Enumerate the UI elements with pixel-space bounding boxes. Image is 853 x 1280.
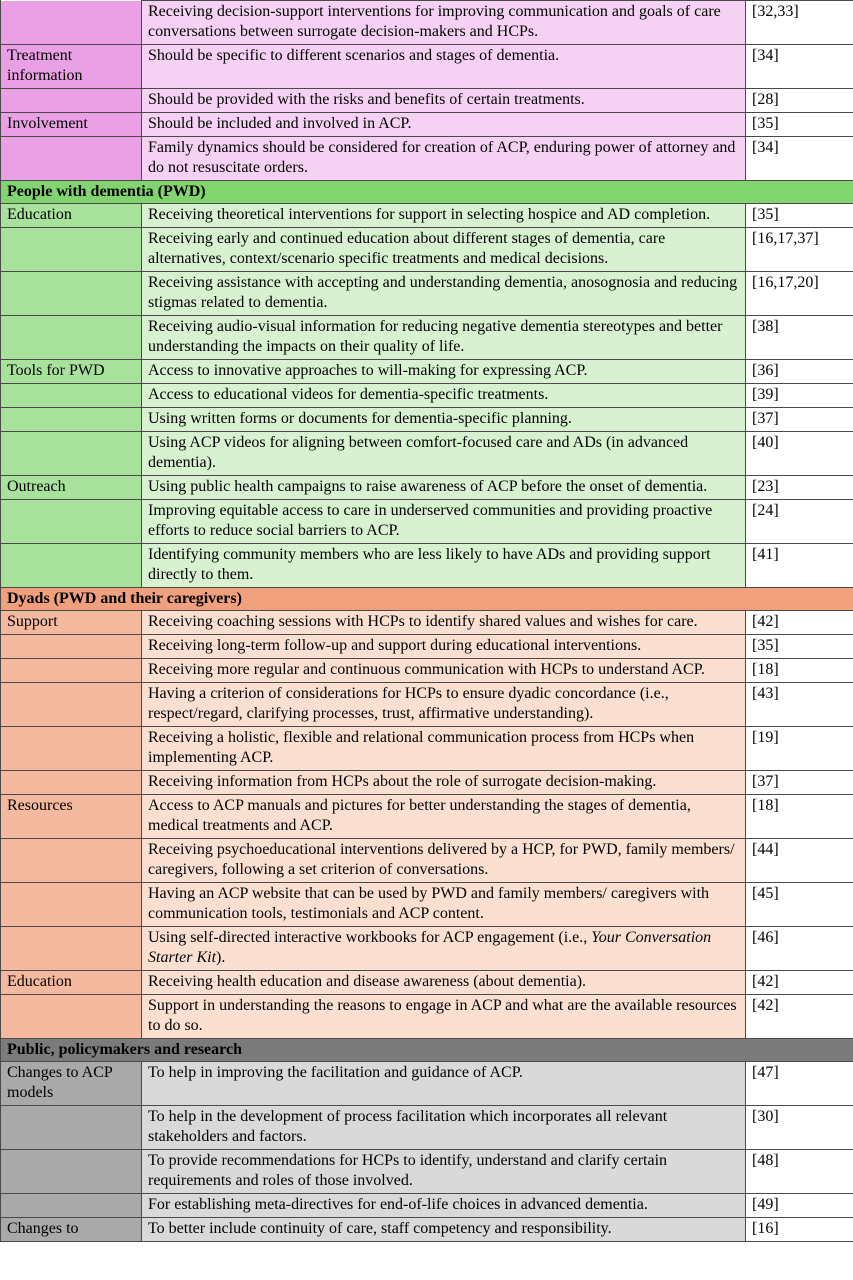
description-text: Receiving early and continued education about different stages of dementia, care alternatives, context/scenario specific treatments and medical decisions. [148,230,666,267]
reference-cell: [19] [746,727,853,771]
description-text: Receiving health education and disease awareness (about dementia). [148,973,587,990]
description-text: To provide recommendations for HCPs to identify, understand and clarify certain requirements and roles of those involved. [148,1152,668,1189]
category-cell [1,771,142,795]
category-cell [1,89,142,113]
description-text: To help in the development of process facilitation which incorporates all relevant stakeholders and factors. [148,1108,668,1145]
reference-cell: [38] [746,316,853,360]
description-text: Using public health campaigns to raise awareness of ACP before the onset of dementia. [148,478,708,495]
table-row [1,971,853,995]
section-header-row [1,1039,853,1062]
description-cell [142,89,746,113]
table-row [1,432,853,476]
description-italic-title: Your Conversation Starter Kit [148,929,712,966]
description-cell [142,659,746,683]
reference-cell: [45] [746,883,853,927]
category-cell [1,995,142,1039]
reference-cell: [34] [746,137,853,181]
description-cell [142,635,746,659]
description-text: Access to ACP manuals and pictures for better understanding the stages of dementia, medical treatments and ACP. [148,797,691,834]
reference-cell: [37] [746,408,853,432]
category-cell [1,659,142,683]
description-cell [142,476,746,500]
table-row [1,228,853,272]
description-cell [142,839,746,883]
reference-cell: [42] [746,611,853,635]
reference-cell: [16,17,37] [746,228,853,272]
reference-cell: [35] [746,635,853,659]
reference-cell: [35] [746,204,853,228]
table-row [1,544,853,588]
category-cell: Tools for PWD [1,360,142,384]
category-cell [1,727,142,771]
table-row [1,204,853,228]
reference-cell: [24] [746,500,853,544]
reference-cell: [46] [746,927,853,971]
table-row [1,1,853,45]
table-row [1,1062,853,1106]
description-cell [142,137,746,181]
description-cell [142,544,746,588]
description-cell [142,611,746,635]
description-text: Access to educational videos for dementia-specific treatments. [148,386,549,403]
reference-cell: [42] [746,971,853,995]
reference-cell: [43] [746,683,853,727]
description-cell [142,408,746,432]
section-title: Dyads (PWD and their caregivers) [1,588,853,611]
section-header-row [1,588,853,611]
reference-cell: [47] [746,1062,853,1106]
table-row [1,476,853,500]
description-cell [142,204,746,228]
description-text: Receiving more regular and continuous communication with HCPs to understand ACP. [148,661,705,678]
category-cell [1,927,142,971]
reference-cell: [48] [746,1150,853,1194]
category-cell [1,1,142,45]
category-cell: Outreach [1,476,142,500]
reference-cell: [32,33] [746,1,853,45]
description-text: For establishing meta-directives for end-of-life choices in advanced dementia. [148,1196,648,1213]
category-cell: Resources [1,795,142,839]
category-cell [1,883,142,927]
description-cell [142,500,746,544]
reference-cell: [40] [746,432,853,476]
reference-cell: [23] [746,476,853,500]
category-cell [1,635,142,659]
table-row [1,360,853,384]
table-row [1,408,853,432]
reference-cell: [44] [746,839,853,883]
description-text: Using ACP videos for aligning between comfort-focused care and ADs (in advanced dementia). [148,434,689,471]
table-row [1,883,853,927]
description-text: Having a criterion of considerations for HCPs to ensure dyadic concordance (i.e., respect/regard, clarifying processes, trust, affirmative understanding). [148,685,669,722]
category-cell [1,1150,142,1194]
description-text: Receiving a holistic, flexible and relational communication process from HCPs when implementing ACP. [148,729,695,766]
category-cell [1,228,142,272]
category-cell: Involvement [1,113,142,137]
table-row [1,683,853,727]
description-cell [142,228,746,272]
table-row [1,995,853,1039]
category-cell [1,1106,142,1150]
category-cell: Changes to [1,1218,142,1242]
reference-cell: [37] [746,771,853,795]
table-row [1,316,853,360]
description-cell [142,771,746,795]
reference-cell: [16] [746,1218,853,1242]
description-cell [142,995,746,1039]
description-cell [142,795,746,839]
description-text: Receiving audio-visual information for reducing negative dementia stereotypes and better understanding the impacts on their quality of life. [148,318,723,355]
table-row [1,1106,853,1150]
description-cell [142,683,746,727]
category-cell [1,1194,142,1218]
reference-cell: [41] [746,544,853,588]
table-row [1,89,853,113]
category-cell [1,272,142,316]
description-text: Family dynamics should be considered for creation of ACP, enduring power of attorney and do not resuscitate orders. [148,139,736,176]
description-cell [142,1106,746,1150]
reference-cell: [42] [746,995,853,1039]
section-header-row [1,181,853,204]
description-text: Support in understanding the reasons to engage in ACP and what are the available resources to do so. [148,997,737,1034]
description-text: Receiving long-term follow-up and support during educational interventions. [148,637,642,654]
description-cell [142,1062,746,1106]
category-cell [1,500,142,544]
reference-cell: [18] [746,659,853,683]
description-cell [142,316,746,360]
evidence-table-body [1,1,853,1242]
table-row [1,137,853,181]
category-cell [1,544,142,588]
section-title: Public, policymakers and research [1,1039,853,1062]
table-row [1,659,853,683]
description-text-tail: ). [216,949,226,966]
table-row [1,635,853,659]
table-row [1,611,853,635]
category-cell [1,683,142,727]
category-cell: Treatment information [1,45,142,89]
description-text: Receiving coaching sessions with HCPs to identify shared values and wishes for care. [148,613,698,630]
reference-cell: [30] [746,1106,853,1150]
table-row [1,113,853,137]
description-text: Receiving assistance with accepting and understanding dementia, anosognosia and reducing stigmas related to dementia. [148,274,738,311]
description-text: Should be included and involved in ACP. [148,115,412,132]
description-cell [142,432,746,476]
table-row [1,927,853,971]
table-row [1,272,853,316]
description-cell [142,1,746,45]
table-row [1,1218,853,1242]
category-cell [1,432,142,476]
table-row [1,500,853,544]
category-cell [1,316,142,360]
reference-cell: [16,17,20] [746,272,853,316]
description-text: Access to innovative approaches to will-making for expressing ACP. [148,362,588,379]
section-title: People with dementia (PWD) [1,181,853,204]
description-cell [142,272,746,316]
table-row [1,839,853,883]
reference-cell: [34] [746,45,853,89]
table-row [1,384,853,408]
description-text: Having an ACP website that can be used by PWD and family members/ caregivers with communication tools, testimonials and ACP content. [148,885,710,922]
category-cell: Support [1,611,142,635]
reference-cell: [18] [746,795,853,839]
table-row [1,771,853,795]
category-cell [1,839,142,883]
description-cell [142,384,746,408]
reference-cell: [28] [746,89,853,113]
description-cell [142,360,746,384]
table-row [1,1150,853,1194]
category-cell: Education [1,971,142,995]
category-cell: Education [1,204,142,228]
description-text: Using self-directed interactive workbooks for ACP engagement (i.e., [148,929,592,946]
description-cell [142,927,746,971]
description-cell [142,727,746,771]
reference-cell: [39] [746,384,853,408]
table-row [1,45,853,89]
description-text: Should be provided with the risks and benefits of certain treatments. [148,91,585,108]
description-text: Improving equitable access to care in underserved communities and providing proactive efforts to reduce social barriers to ACP. [148,502,713,539]
description-text: To better include continuity of care, staff competency and responsibility. [148,1220,612,1237]
description-cell [142,45,746,89]
description-text: Receiving information from HCPs about the role of surrogate decision-making. [148,773,657,790]
description-text: Receiving decision-support interventions for improving communication and goals of care conversations between surrogate decision-makers and HCPs. [148,3,721,40]
description-cell [142,113,746,137]
description-cell [142,1150,746,1194]
reference-cell: [49] [746,1194,853,1218]
description-cell [142,883,746,927]
table-row [1,727,853,771]
description-text: Receiving theoretical interventions for support in selecting hospice and AD completion. [148,206,711,223]
description-cell [142,1194,746,1218]
description-cell [142,1218,746,1242]
description-cell [142,971,746,995]
category-cell: Changes to ACP models [1,1062,142,1106]
reference-cell: [35] [746,113,853,137]
table-row [1,795,853,839]
category-cell [1,137,142,181]
reference-cell: [36] [746,360,853,384]
description-text: To help in improving the facilitation and guidance of ACP. [148,1064,523,1081]
category-cell [1,384,142,408]
description-text: Receiving psychoeducational interventions delivered by a HCP, for PWD, family members/ caregivers, following a set criterion of conversations. [148,841,735,878]
category-cell [1,408,142,432]
description-text: Should be specific to different scenarios and stages of dementia. [148,47,560,64]
description-text: Using written forms or documents for dementia-specific planning. [148,410,572,427]
description-text: Identifying community members who are less likely to have ADs and providing support directly to them. [148,546,711,583]
table-row [1,1194,853,1218]
